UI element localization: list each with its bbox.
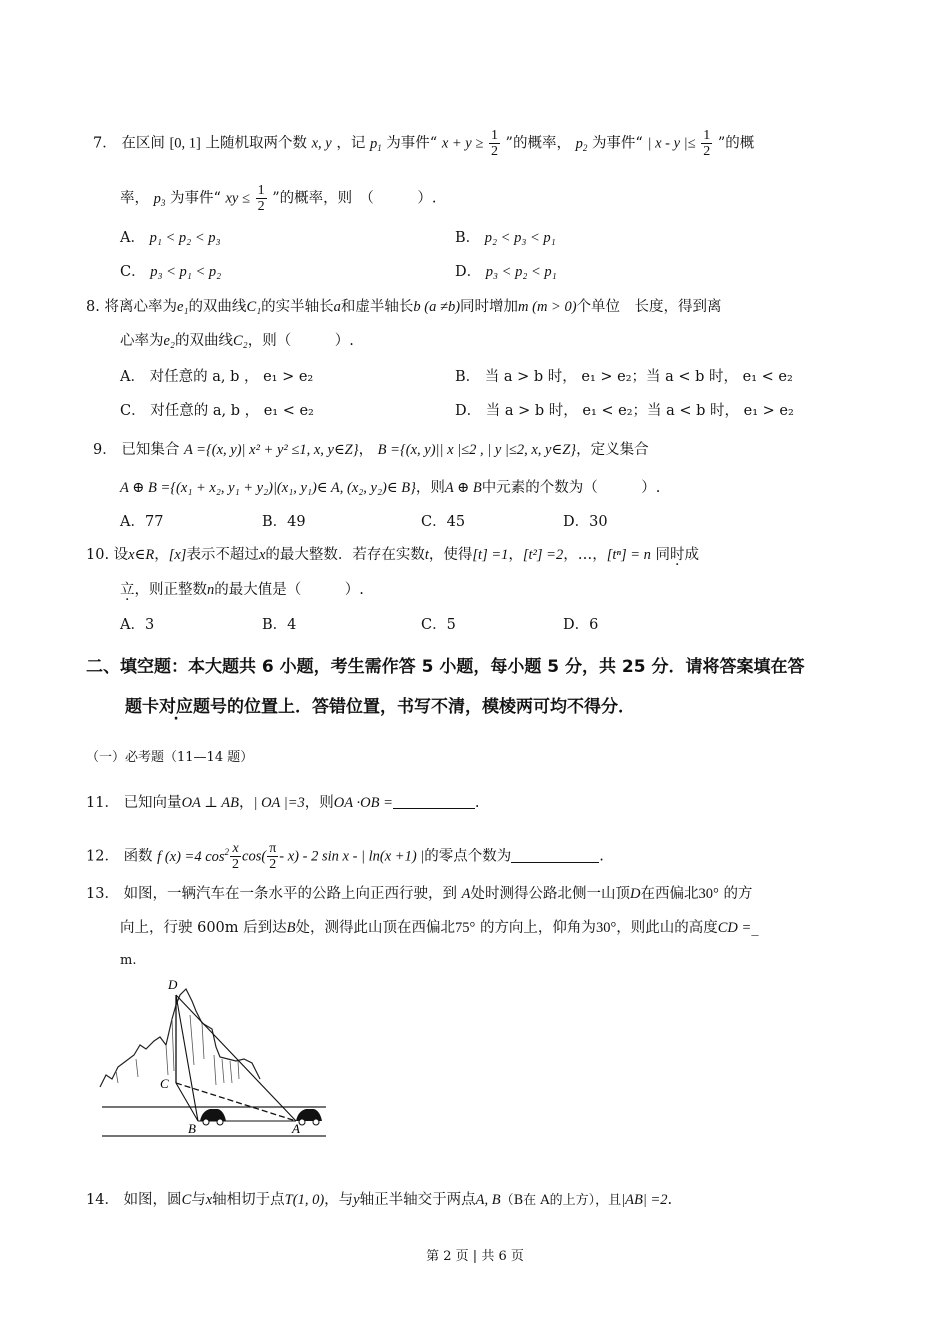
math-expr: OA ⊥ AB bbox=[181, 795, 239, 811]
question-10-line-1 bbox=[86, 545, 699, 565]
math-c1: C₁ bbox=[246, 299, 262, 315]
question-7-option-c[interactable] bbox=[120, 262, 221, 282]
subsection-title: （一）必考题（11—14 题） bbox=[86, 750, 254, 765]
text: 轴正半轴交于两点 bbox=[359, 1192, 476, 1208]
text: ，则正整数 bbox=[134, 582, 207, 598]
question-number: 13． bbox=[86, 886, 119, 902]
label-c: C bbox=[160, 1076, 169, 1091]
option-value: 3 bbox=[144, 617, 155, 633]
text: 轴相切于点 bbox=[212, 1192, 285, 1208]
question-number: 8. bbox=[86, 299, 100, 315]
text: 在区间 bbox=[121, 135, 165, 152]
text: ， bbox=[358, 442, 374, 458]
option-label: B． bbox=[262, 514, 288, 530]
math-a: A bbox=[461, 886, 471, 902]
question-9-option-d[interactable] bbox=[563, 512, 608, 532]
text: ，定义集合 bbox=[576, 442, 649, 458]
math-set-a: A ={(x, y)| x² + y² ≤1, x, y∈Z} bbox=[183, 442, 359, 458]
math-expr: OA ·OB = bbox=[333, 795, 393, 811]
math-p3: $p_3$ bbox=[153, 190, 166, 208]
label-a: A bbox=[292, 1121, 300, 1136]
option-label: C． bbox=[421, 617, 447, 633]
mountain-ridges-icon bbox=[116, 1015, 239, 1085]
option-value: 49 bbox=[287, 514, 306, 530]
option-value: 当 a > b 时， e₁ > e₂；当 a < b 时， e₁ < e₂ bbox=[484, 369, 793, 385]
question-9-line-1 bbox=[93, 440, 649, 460]
math-eq3: [tⁿ] = n bbox=[606, 547, 651, 563]
option-label: A． bbox=[120, 514, 145, 530]
math-expr: cos( bbox=[242, 848, 267, 865]
option-value: 45 bbox=[446, 514, 466, 530]
math-y: y bbox=[353, 1192, 360, 1208]
text: ”的概率， bbox=[505, 135, 571, 152]
math-a: a bbox=[333, 299, 341, 315]
option-label: A． bbox=[120, 230, 145, 246]
question-8-option-b[interactable] bbox=[455, 367, 793, 387]
math-vars: x, y bbox=[311, 135, 332, 152]
emphasized-text: 立 bbox=[120, 582, 135, 598]
answer-blank[interactable] bbox=[511, 848, 599, 863]
option-value: 对任意的 a, b ， e₁ > e₂ bbox=[149, 369, 314, 385]
question-10-option-c[interactable] bbox=[421, 615, 456, 635]
math-d: D bbox=[630, 886, 641, 902]
text: 向上，行驶 600m 后到达 bbox=[120, 920, 287, 936]
option-label: B． bbox=[262, 617, 288, 633]
question-9-option-b[interactable] bbox=[262, 512, 306, 532]
text: ，则 bbox=[304, 795, 334, 811]
question-8-option-a[interactable] bbox=[120, 367, 313, 387]
text: ”的概率，则 （ ）. bbox=[272, 190, 437, 207]
math-p1: $p_1$ bbox=[369, 135, 382, 153]
text: 的位置上．答错位置，书写不清，模棱两可均不得分． bbox=[227, 697, 635, 717]
label-d: D bbox=[168, 977, 178, 992]
option-label: A． bbox=[120, 617, 145, 633]
text: 与 bbox=[191, 1192, 206, 1208]
math-m: m (m > 0) bbox=[518, 299, 577, 315]
emphasized-text: 题卡对应题号 · bbox=[125, 697, 227, 717]
option-value: 30 bbox=[589, 514, 608, 530]
text: 在西偏北 bbox=[640, 886, 699, 902]
math-x: x bbox=[258, 547, 266, 563]
math-eq1: [t] =1 bbox=[472, 547, 509, 563]
option-label: B． bbox=[455, 230, 481, 246]
math-expr: - x) - 2 sin x - | ln(x +1) | bbox=[279, 848, 425, 865]
mountain-outline-icon bbox=[100, 989, 260, 1087]
math-c: C bbox=[181, 1192, 192, 1208]
question-13-line-3: m. bbox=[120, 953, 137, 968]
text: 心率为 bbox=[120, 333, 164, 349]
question-14 bbox=[86, 1190, 672, 1211]
text: 的实半轴长 bbox=[261, 299, 334, 315]
question-13-line-1 bbox=[86, 884, 752, 904]
fraction-pi-over-2: $\frac{\pi}{2}$ bbox=[269, 841, 277, 872]
math-event3: xy ≤ bbox=[225, 190, 250, 207]
text: . bbox=[667, 1192, 673, 1208]
option-value: 5 bbox=[446, 617, 456, 633]
text: 为事件“ bbox=[169, 190, 221, 207]
math-x: x bbox=[205, 1192, 213, 1208]
option-label: D． bbox=[455, 403, 482, 419]
text: ”的概 bbox=[717, 135, 755, 152]
option-label: D． bbox=[563, 617, 590, 633]
math-floor: [x] bbox=[168, 547, 187, 563]
question-8-line-1 bbox=[86, 297, 722, 317]
text: 同时增加 bbox=[460, 299, 519, 315]
question-8-line-2 bbox=[120, 331, 354, 351]
text: ，使得 bbox=[428, 547, 473, 563]
label-b: B bbox=[188, 1121, 196, 1136]
math-t: T(1, 0) bbox=[284, 1192, 325, 1208]
text: 的最大值是（ ）. bbox=[214, 582, 364, 598]
text: 的最大整数．若存在实数 bbox=[265, 547, 425, 563]
answer-blank[interactable]: _ bbox=[751, 920, 759, 936]
math-ab: A, B bbox=[475, 1192, 501, 1208]
line-da bbox=[176, 995, 296, 1121]
math-expr: | OA |=3 bbox=[253, 795, 305, 811]
option-label: B． bbox=[455, 369, 481, 385]
text: 已知向量 bbox=[123, 795, 182, 811]
text: ，则（ ）. bbox=[247, 333, 354, 349]
math-n: n bbox=[207, 582, 215, 598]
question-13-line-2 bbox=[120, 918, 759, 938]
option-value: p₁ < p₂ < p₃ bbox=[149, 230, 221, 246]
fraction-one-half: $\frac{1}{2}$ bbox=[257, 183, 265, 214]
answer-blank[interactable] bbox=[393, 794, 475, 809]
option-value: p₃ < p₂ < p₁ bbox=[485, 264, 557, 280]
text: . bbox=[474, 795, 480, 811]
text: （B在 A的上方），且 bbox=[500, 1193, 622, 1208]
option-value: 77 bbox=[144, 514, 164, 530]
car-icon-b bbox=[200, 1109, 226, 1125]
option-label: C． bbox=[120, 403, 146, 419]
math-function: f (x) =4 $\cos^2$ bbox=[157, 846, 230, 865]
option-value: p₂ < p₃ < p₁ bbox=[484, 230, 556, 246]
angle: 30° bbox=[595, 920, 617, 936]
text: 的双曲线 bbox=[188, 299, 247, 315]
text: . bbox=[599, 848, 604, 865]
mountain-figure bbox=[96, 975, 336, 1140]
text: ，记 bbox=[336, 135, 366, 152]
question-number: 9． bbox=[93, 442, 117, 458]
text: 为事件“ bbox=[386, 135, 438, 152]
question-7-option-d[interactable] bbox=[455, 262, 557, 282]
question-10-option-b[interactable] bbox=[262, 615, 296, 635]
text: 将离心率为 bbox=[104, 299, 177, 315]
question-8-option-c[interactable] bbox=[120, 401, 314, 421]
question-10-option-d[interactable] bbox=[563, 615, 598, 635]
text: 中元素的个数为（ ）. bbox=[481, 480, 661, 496]
text: ，则 bbox=[415, 480, 445, 496]
text: 函数 bbox=[123, 848, 153, 865]
text: ，则此山的高度 bbox=[616, 920, 718, 936]
text: ，与 bbox=[324, 1192, 354, 1208]
fraction-one-half: $\frac{1}{2}$ bbox=[703, 128, 711, 159]
question-9-line-2 bbox=[120, 478, 660, 498]
question-10-option-a[interactable] bbox=[120, 615, 154, 635]
option-label: C． bbox=[421, 514, 447, 530]
option-value: p₃ < p₁ < p₂ bbox=[150, 264, 222, 280]
option-value: 6 bbox=[589, 617, 599, 633]
text: 如图，一辆汽车在一条水平的公路上向正西行驶，到 bbox=[123, 886, 458, 902]
question-number: 7． bbox=[93, 135, 117, 152]
text: ， bbox=[238, 795, 254, 811]
emphasized-text: 同时成 bbox=[655, 547, 699, 563]
question-number: 12． bbox=[86, 848, 119, 865]
math-b: B bbox=[286, 920, 296, 936]
question-7-line-2 bbox=[120, 183, 436, 214]
question-9-option-c[interactable] bbox=[421, 512, 465, 532]
option-value: 当 a > b 时， e₁ < e₂；当 a < b 时， e₁ > e₂ bbox=[485, 403, 794, 419]
question-11 bbox=[86, 793, 479, 813]
question-7-option-a[interactable] bbox=[120, 228, 221, 248]
math-expr: A ⊕ B bbox=[444, 480, 482, 496]
math-e2: e₂ bbox=[163, 333, 175, 349]
text: 处，测得此山顶在西偏北 bbox=[295, 920, 456, 936]
page-footer: 第 2 页 | 共 6 页 bbox=[426, 1249, 524, 1264]
text: 个单位 长度，得到离 bbox=[576, 299, 722, 315]
math-eq2: [t²] =2 bbox=[522, 547, 564, 563]
section-2-heading-line-1: 二、填空题：本大题共 6 小题，考生需作答 5 小题，每小题 5 分，共 25 分．请将答案填在答 bbox=[86, 657, 805, 677]
question-number: 11． bbox=[86, 795, 119, 811]
option-label: A． bbox=[120, 369, 145, 385]
text: ， bbox=[154, 547, 169, 563]
math-event2: | x - y |≤ bbox=[647, 135, 696, 152]
math-set-b: B ={(x, y)|| x |≤2 , | y |≤2, x, y∈Z} bbox=[377, 442, 577, 458]
text: 设 bbox=[113, 547, 129, 563]
section-2-heading-line-2 bbox=[125, 697, 635, 717]
text: 处时测得公路北侧一山顶 bbox=[470, 886, 631, 902]
text: 和虚半轴长 bbox=[340, 299, 414, 315]
text: 已知集合 bbox=[121, 442, 180, 458]
question-7-option-b[interactable] bbox=[455, 228, 556, 248]
text: 的方 bbox=[723, 886, 753, 902]
math-event1: x + y ≥ bbox=[441, 135, 484, 152]
question-9-option-a[interactable] bbox=[120, 512, 163, 532]
math-p2: $p_2$ bbox=[575, 135, 588, 153]
math-abs-ab: |AB| =2 bbox=[621, 1192, 668, 1208]
math-e1: e₁ bbox=[176, 299, 189, 315]
math-b: b (a ≠b) bbox=[413, 299, 461, 315]
angle: 30° bbox=[698, 886, 719, 902]
question-12 bbox=[86, 841, 604, 872]
question-10-line-2 bbox=[120, 580, 364, 600]
math-cd: CD = bbox=[717, 920, 752, 936]
question-8-option-d[interactable] bbox=[455, 401, 794, 421]
question-number: 14． bbox=[86, 1192, 119, 1208]
option-label: C． bbox=[120, 264, 146, 280]
text: 上随机取两个数 bbox=[205, 135, 307, 152]
text: 率， bbox=[120, 190, 149, 207]
text: ， bbox=[508, 547, 523, 563]
math-c2: C₂ bbox=[232, 333, 248, 349]
option-value: 对任意的 a, b ， e₁ < e₂ bbox=[150, 403, 314, 419]
text: 的双曲线 bbox=[174, 333, 233, 349]
option-label: D． bbox=[455, 264, 482, 280]
angle: 75° bbox=[455, 920, 476, 936]
math-t: t bbox=[424, 547, 429, 563]
text: 的方向上，仰角为 bbox=[479, 920, 596, 936]
fraction-x-over-2: $\frac{x}{2}$ bbox=[232, 841, 240, 872]
text: 的零点个数为 bbox=[424, 848, 512, 865]
question-number: 10. bbox=[86, 547, 110, 563]
text: 如图，圆 bbox=[123, 1192, 182, 1208]
question-7-line-1 bbox=[93, 128, 754, 159]
text: 为事件“ bbox=[591, 135, 643, 152]
text: 表示不超过 bbox=[186, 547, 259, 563]
fraction-one-half: $\frac{1}{2}$ bbox=[490, 128, 498, 159]
option-label: D． bbox=[563, 514, 590, 530]
math-x-in-r: x∈R bbox=[128, 547, 155, 563]
option-value: 4 bbox=[287, 617, 297, 633]
math-interval: [0, 1] bbox=[169, 135, 201, 152]
text: ，…， bbox=[563, 547, 607, 563]
math-definition: A ⊕ B ={(x₁ + x₂, y₁ + y₂)|(x₁, y₁)∈ A, (x₂, y₂)∈ B} bbox=[120, 480, 416, 496]
